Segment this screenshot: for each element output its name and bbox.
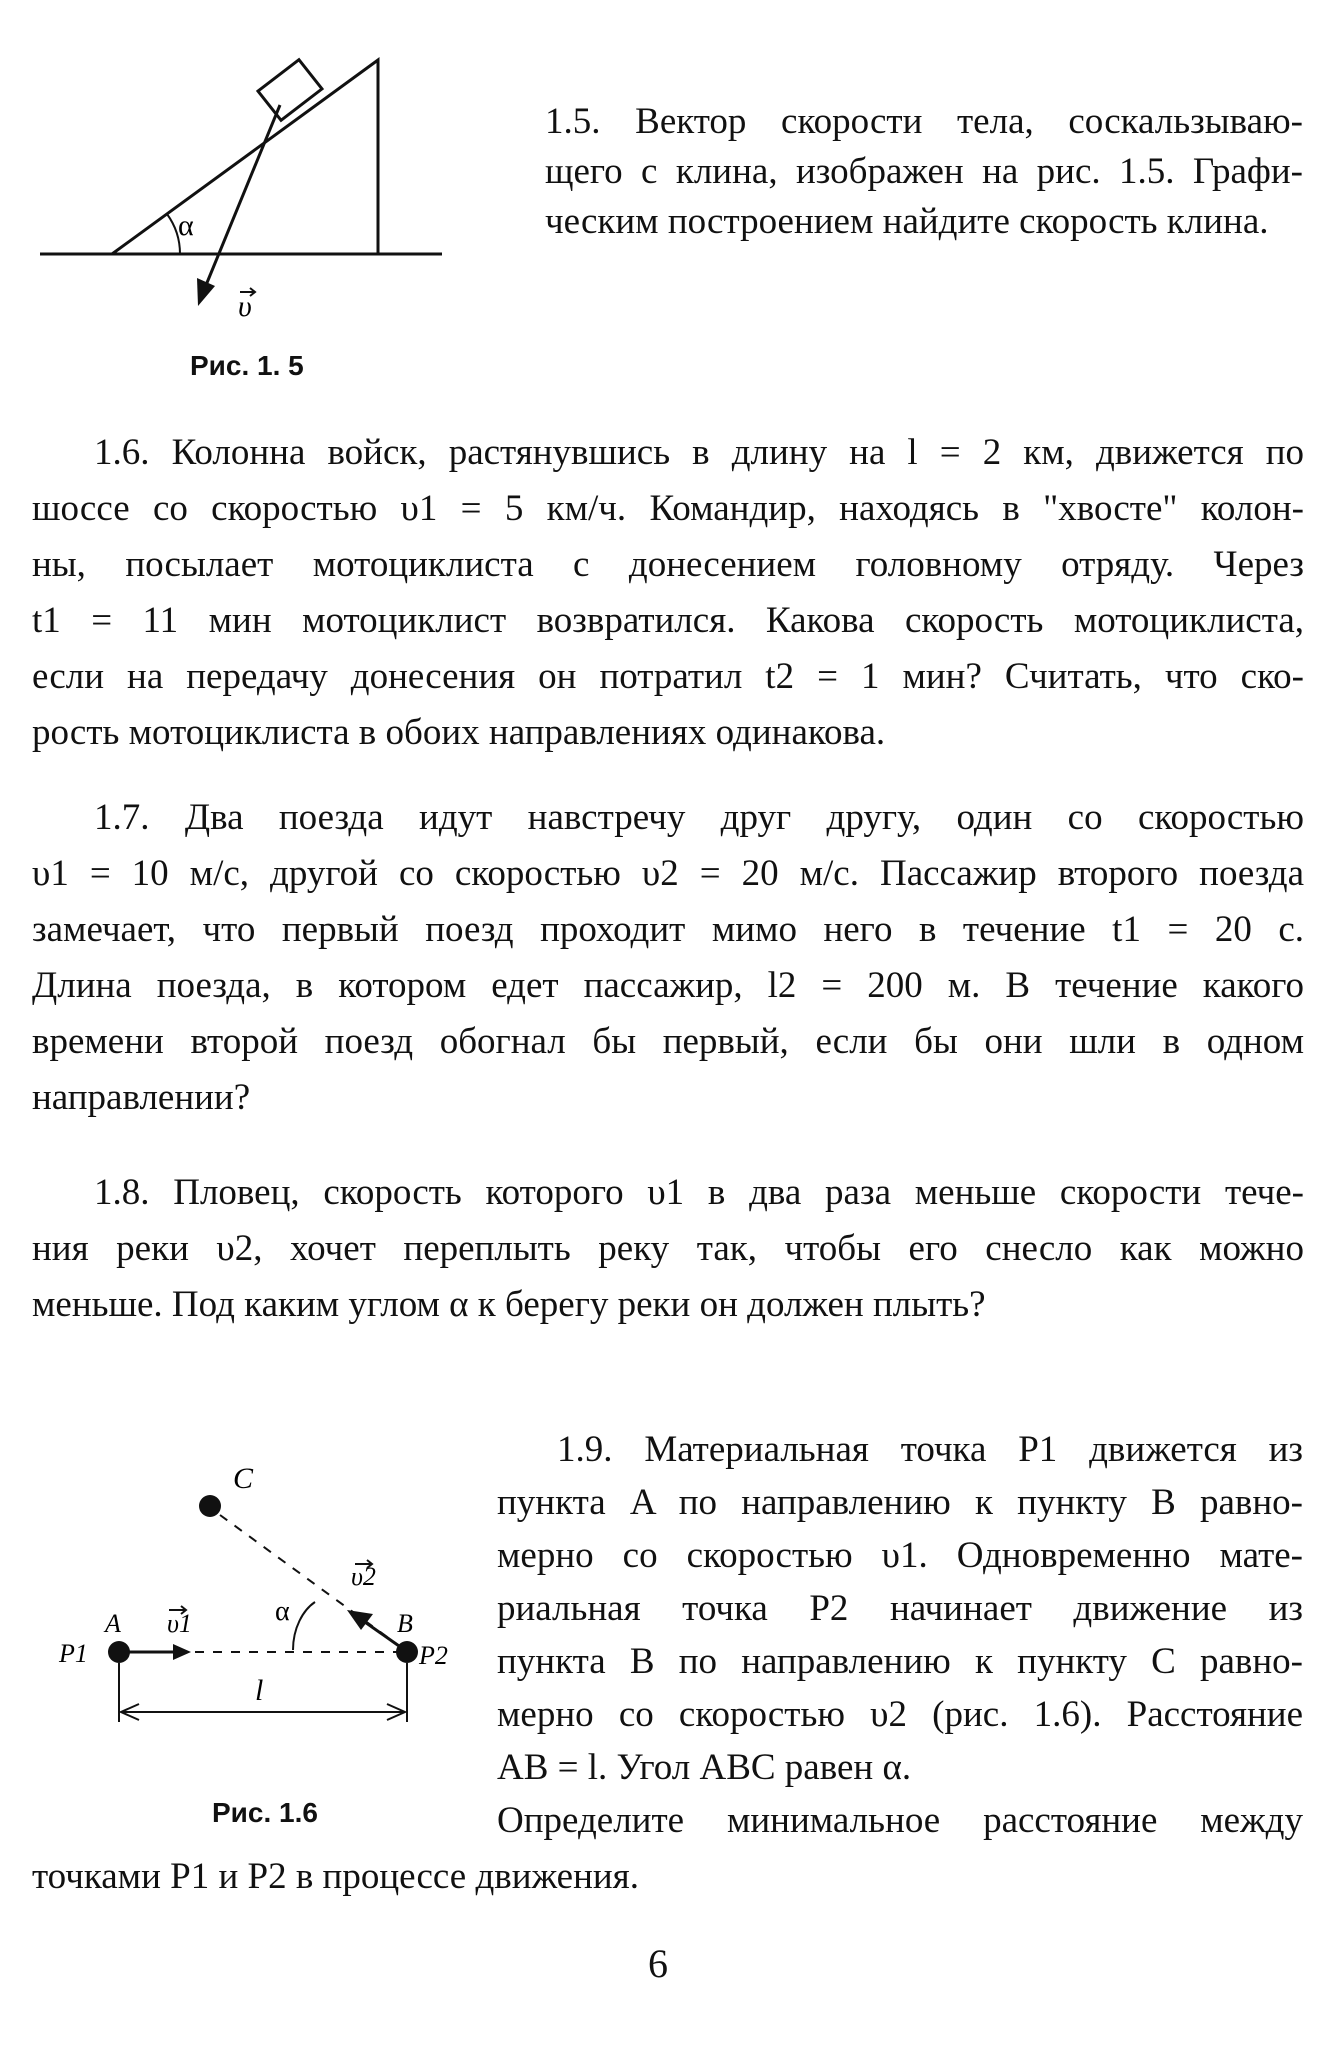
problem-1-8 (32, 1165, 1304, 1333)
point-a-dot (108, 1641, 130, 1663)
label-a: A (105, 1609, 121, 1638)
problem-1-6-line: шоссе со скоростью υ1 = 5 км/ч. Командир, находясь в "хвосте" колон- (32, 488, 1304, 529)
problem-1-6-line: ны, посылает мотоциклиста с донесением головному отряду. Через (32, 544, 1304, 585)
sliding-block (257, 59, 323, 121)
label-v2: υ2 (351, 1562, 376, 1591)
label-v1: υ1 (167, 1609, 192, 1638)
problem-1-9-line: Определите минимальное расстояние между (497, 1800, 1303, 1841)
angle-arc-alpha (293, 1602, 315, 1650)
problem-1-7 (32, 790, 1304, 1126)
problem-1-9-line: пункта B по направлению к пункту C равно- (497, 1641, 1303, 1682)
problem-1-7-line: замечает, что первый поезд проходит мимо него в течение t1 = 20 с. (32, 909, 1304, 950)
problem-1-7-line: 1.7. Два поезда идут навстречу друг другу, один со скоростью (94, 797, 1304, 838)
label-alpha: α (275, 1596, 290, 1627)
label-l: l (255, 1674, 264, 1707)
problem-1-6 (32, 425, 1304, 761)
problem-1-5-line: 1.5. Вектор скорости тела, соскальзываю- (545, 101, 1303, 142)
problem-1-9-line: 1.9. Материальная точка P1 движется из (557, 1429, 1303, 1470)
point-b-dot (396, 1641, 418, 1663)
figure-1-6 (55, 1460, 455, 1800)
problem-1-8-line: 1.8. Пловец, скорость которого υ1 в два раза меньше скорости тече- (94, 1172, 1304, 1213)
problem-1-8-line: меньше. Под каким углом α к берегу реки он должен плыть? (32, 1284, 986, 1325)
problem-1-7-line: направлении? (32, 1077, 251, 1118)
figure-1-5 (40, 50, 460, 370)
angle-alpha-label: α (178, 209, 194, 242)
problem-1-6-line: t1 = 11 мин мотоциклист возвратился. Какова скорость мотоциклиста, (32, 600, 1304, 641)
problem-1-5-line: щего с клина, изображен на рис. 1.5. Графи- (545, 151, 1303, 192)
point-c-dot (199, 1495, 221, 1517)
problem-1-9-line: мерно со скоростью υ1. Одновременно мате- (497, 1535, 1303, 1576)
v2-arrowhead (347, 1610, 373, 1630)
v2-arrow-line (362, 1620, 399, 1646)
problem-1-6-line: рость мотоциклиста в обоих направлениях одинакова. (32, 712, 886, 753)
velocity-vector-line (204, 105, 280, 290)
problem-1-9-right-column (497, 1423, 1303, 1847)
problem-1-5-line: ческим построением найдите скорость клина. (545, 201, 1269, 242)
wedge-outline (112, 60, 378, 254)
problem-1-9-line: риальная точка P2 начинает движение из (497, 1588, 1303, 1629)
velocity-arrowhead (197, 278, 215, 306)
label-b: B (397, 1609, 413, 1638)
problem-1-7-line: υ1 = 10 м/с, другой со скоростью υ2 = 20 м/с. Пассажир второго поезда (32, 853, 1304, 894)
problem-1-9-line: AB = l. Угол ABC равен α. (497, 1747, 912, 1788)
page-number: 6 (648, 1941, 668, 1986)
label-p2: P2 (419, 1641, 448, 1670)
problem-1-5 (545, 97, 1303, 247)
problem-1-7-line: времени второй поезд обогнал бы первый, если бы они шли в одном (32, 1021, 1304, 1062)
problem-1-6-line: 1.6. Колонна войск, растянувшись в длину на l = 2 км, движется по (94, 432, 1304, 473)
figure-1-5-caption: Рис. 1. 5 (190, 350, 304, 381)
vector-v-label: υ (238, 290, 252, 323)
figure-1-6-caption: Рис. 1.6 (212, 1797, 318, 1828)
label-p1: P1 (59, 1639, 88, 1668)
v1-arrowhead (173, 1644, 191, 1660)
problem-1-9-line: мерно со скоростью υ2 (рис. 1.6). Расстояние (497, 1694, 1303, 1735)
problem-1-7-line: Длина поезда, в котором едет пассажир, l2 = 200 м. В течение какого (32, 965, 1304, 1006)
problem-1-6-line: если на передачу донесения он потратил t2 = 1 мин? Считать, что ско- (32, 656, 1304, 697)
problem-1-9-final-line: точками P1 и P2 в процессе движения. (32, 1856, 639, 1897)
problem-1-9-line: пункта A по направлению к пункту B равно- (497, 1482, 1303, 1523)
problem-1-8-line: ния реки υ2, хочет переплыть реку так, чтобы его снесло как можно (32, 1228, 1304, 1269)
label-c: C (233, 1462, 254, 1495)
